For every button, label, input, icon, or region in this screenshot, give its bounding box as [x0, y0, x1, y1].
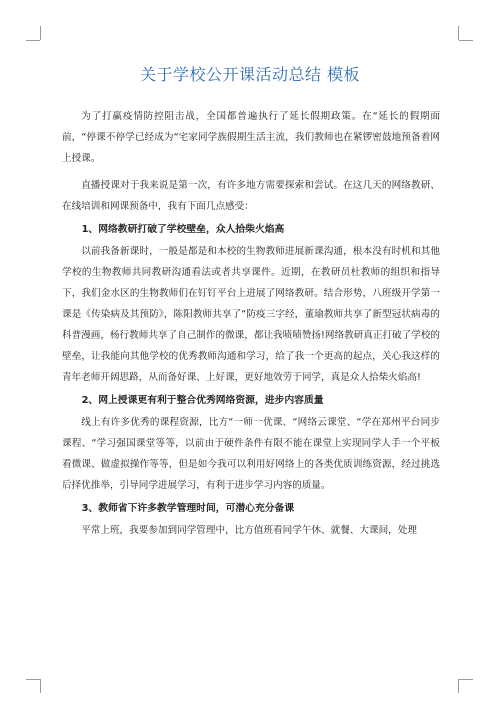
section-heading-2: 2、网上授课更有利于整合优秀网络资源，进步内容质量 [81, 395, 324, 406]
paragraph-section-2: 线上有许多优秀的课程资源，比方“一师一优课、“网络云课堂、“学在郑州平台同步课程、“学习强国课堂等等，以前由于硬件条件有限不能在课堂上实现同学人手一个平板看微课、做虚拟操作等等，但是如今我可以利用好网络上的各类优质训练资源，经过挑选后择优推举，引导同学进展学习，有利于进步学习内容的质量。 [62, 417, 440, 491]
paragraph-intro: 为了打赢疫情防控阻击战，全国都普遍执行了延长假期政策。在“延长的假期面前，“停课不停学已经成为“宅家同学族假期生活主流，我们教师也在紧锣密鼓地预备着网上授课。 [62, 111, 440, 164]
paragraph-section-3: 平常上班，我要参加到同学管理中，比方值班看同学午休、就餐、大课间，处理 [81, 525, 417, 536]
page-title: 关于学校公开课活动总结 模板 [139, 65, 361, 84]
section-heading-1: 1、网络教研打破了学校壁垒，众人拾柴火焰高 [81, 224, 285, 235]
paragraph-section-1: 以前我备新课时，一般是都是和本校的生物教师进展新课沟通，根本没有时机和其他学校的生物教师共同教研沟通看法或者共享课件。近期，在教研员杜教师的组织和指导下，我们金水区的生物教师们在钉钉平台上进展了网络教研。结合形势，八班级开学第一课是《传染病及其预防》，陈阳教师共享了“防疫三字经，董瑜教师共享了新型冠状病毒的科普漫画，杨行教师共享了自己制作的微课，都让我啧啧赞扬!网络教研真正打破了学校的壁垒，让我能向其他学校的优秀教师沟通和学习，给了我一个更高的起点，关心我这样的青年老师开阔思路，从而备好课、上好课，更好地效劳于同学，真是众人拾柴火焰高! [62, 246, 441, 383]
document-body [62, 106, 440, 541]
section-heading-3: 3、教师省下许多教学管理时间，可潜心充分备课 [81, 503, 295, 514]
paragraph-feelings: 直播授课对于我来说是第一次，有许多地方需要探索和尝试。在这几天的网络教研、在线培训和网课预备中，我有下面几点感受： [62, 180, 440, 212]
